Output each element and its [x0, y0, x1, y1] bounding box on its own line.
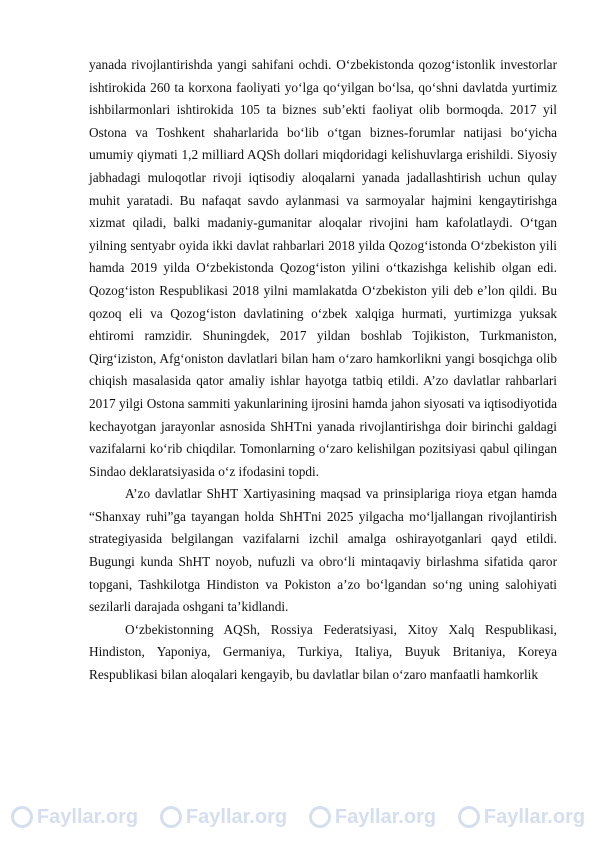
watermark-strip: [0, 800, 596, 834]
watermark-logo-icon: [458, 806, 480, 828]
document-body: [89, 54, 557, 687]
paragraph-2: A’zo davlatlar ShHT Xartiyasining maqsad va prinsiplariga rioya etgan hamda “Shanxay ruhi”ga tayangan holda ShHTni 2025 yilgacha mo‘ljallangan rivojlantirish strategiyasida belgilangan vazifalarni izchil amalga oshirayotganlari qayd etildi. Bugungi kunda ShHT noyob, nufuzli va obro‘li mintaqaviy birlashma sifatida qaror topgani, Tashkilotga Hindiston va Pokiston a’zo bo‘lgandan so‘ng uning salohiyati sezilarli darajada oshgani ta’kidlandi.: [89, 486, 557, 615]
watermark: Fayllar.org: [458, 806, 585, 829]
paragraph-1: yanada rivojlantirishda yangi sahifani ochdi. O‘zbekistonda qozog‘istonlik investorlar ishtirokida 260 ta korxona faoliyati yo‘lga qo‘yilgan bo‘lsa, qo‘shni davlatda yurtimiz ishbilarmonlari ishtirokida 105 ta biznes sub’ekti faoliyat olib bormoqda. 2017 yil Ostona va Toshkent shaharlarida bo‘lib o‘tgan biznes-forumlar natijasi bo‘yicha umumiy qiymati 1,2 milliard AQSh dollari miqdoridagi kelishuvlarga erishildi. Siyosiy jabhadagi muloqotlar rivoji iqtisodiy aloqalarni yanada jadallashtirish uchun qulay muhit yaratadi. Bu nafaqat savdo aylanmasi va sarmoyalar hajmini kengaytirishga xizmat qiladi, balki madaniy-gumanitar aloqalar rivojini ham kafolatlaydi. O‘tgan yilning sentyabr oyida ikki davlat rahbarlari 2018 yilda Qozog‘istonda O‘zbekiston yili hamda 2019 yilda O‘zbekistonda Qozog‘iston yilini o‘tkazishga kelishib olgan edi. Qozog‘iston Respublikasi 2018 yilni mamlakatda O‘zbekiston yili deb e’lon qildi. Bu qozoq eli va Qozog‘iston davlatining o‘zbek xalqiga hurmati, yurtimizga yuksak ehtiromi ramzidir. Shuningdek, 2017 yildan boshlab Tojikiston, Turkmaniston, Qirg‘iziston, Afg‘oniston davlatlari bilan ham o‘zaro hamkorlikni yangi bosqichga olib chiqish masalasida qator amaliy ishlar hayotga tatbiq etildi. A’zo davlatlar rahbarlari 2017 yilgi Ostona sammiti yakunlarining ijrosini hamda jahon siyosati va iqtisodiyotida kechayotgan jarayonlar asnosida ShHTni yanada rivojlantirishga doir birinchi galdagi vazifalarni ko‘rib chiqdilar. Tomonlarning o‘zaro kelishilgan pozitsiyasi qabul qilingan Sindao deklaratsiyasida o‘z ifodasini topdi.: [89, 57, 557, 479]
watermark-logo-icon: [309, 806, 331, 828]
watermark: Fayllar.org: [160, 806, 287, 829]
paragraph-3: O‘zbekistonning AQSh, Rossiya Federatsiyasi, Xitoy Xalq Respublikasi, Hindiston, Yaponiya, Germaniya, Turkiya, Italiya, Buyuk Britaniya, Koreya Respublikasi bilan aloqalari kengayib, bu davlatlar bilan o‘zaro manfaatli hamkorlik: [89, 621, 557, 683]
watermark: Fayllar.org: [11, 806, 138, 829]
watermark: Fayllar.org: [309, 806, 436, 829]
watermark-logo-icon: [11, 806, 33, 828]
watermark-logo-icon: [160, 806, 182, 828]
